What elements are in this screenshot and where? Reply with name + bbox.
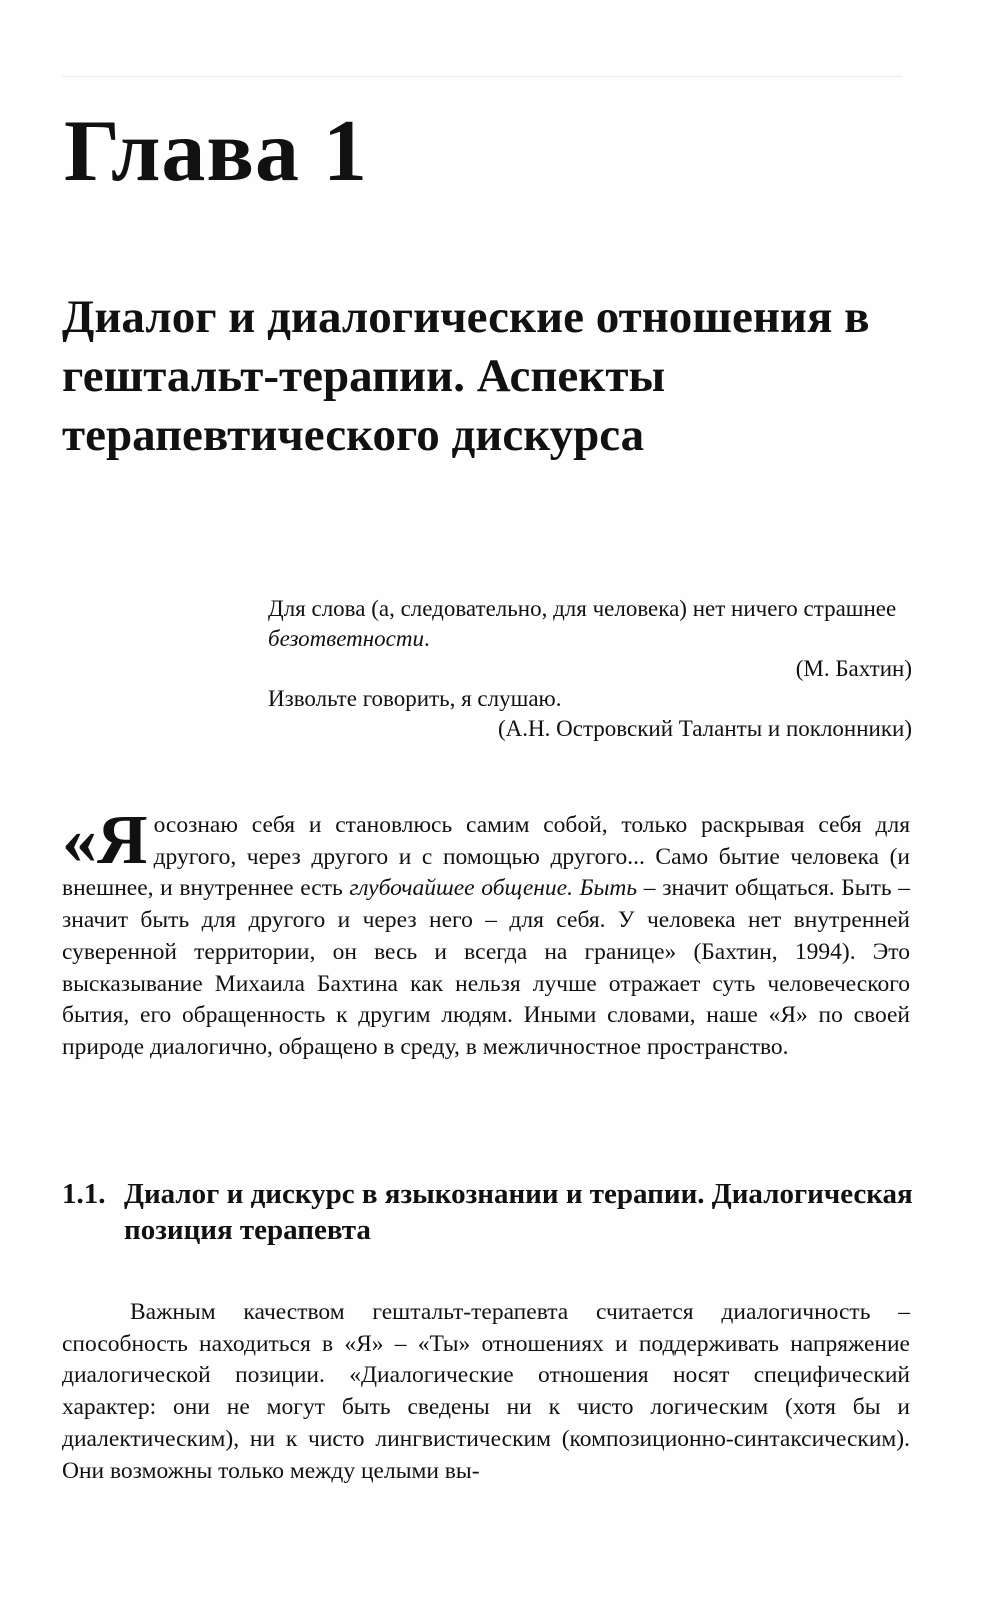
section-heading: [62, 1176, 922, 1248]
epigraph-quote-1: [268, 594, 912, 654]
open-quote: «: [62, 802, 97, 879]
chapter-title: Глава 1: [64, 103, 368, 200]
epigraph-block: [268, 594, 912, 744]
drop-cap: [62, 802, 148, 879]
intro-text-1: осознаю себя и становлюсь самим собой, только раскрывая себя для другого, через другого и с помощью другого... Само бытие человека (и внешнее, и внутреннее есть: [62, 812, 910, 902]
section-number: 1.1.: [62, 1178, 106, 1210]
intro-italic: глубочайшее общение. Быть: [349, 875, 638, 902]
epigraph-1-italic: безответности: [268, 626, 424, 651]
drop-cap-letter: Я: [97, 802, 148, 879]
section-title: Диалог и дискурс в языкознании и терапии. Диалогическая позиция терапевта: [124, 1178, 913, 1246]
epigraph-1-text: Для слова (а, следовательно, для человека) нет ничего страшнее: [268, 596, 897, 621]
epigraph-1-end: .: [423, 626, 430, 651]
chapter-subtitle: Диалог и диалогические отношения в гештальт-терапии. Аспекты терапевтического дискурса: [62, 291, 870, 461]
epigraph-quote-2: Извольте говорить, я слушаю.: [268, 686, 562, 711]
section-paragraph: Важным качеством гештальт-терапевта считается диалогичность – способность находиться в «Я» – «Ты» отношениях и поддерживать напряжение диалогической позиции. «Диалогические отношения носят специфический характер: они не могут быть сведены ни к чисто логическим (хотя бы и диалектическим), ни к чисто лингвистическим (композиционно-синтаксическим). Они возможны только между целыми вы-: [62, 1299, 910, 1484]
bleed-through-rule: [62, 76, 902, 77]
intro-paragraph: [62, 802, 910, 1064]
epigraph-author-1: (М. Бахтин): [795, 656, 912, 681]
epigraph-author-2: (А.Н. Островский Таланты и поклонники): [498, 716, 912, 741]
intro-text-2: – значит общаться. Быть – значит быть для другого и через него – для себя. У человека нет внутренней суверенной территории, он весь и всегда на границе» (Бахтин, 1994). Это высказывание Михаила Бахтина как нельзя лучше отражает суть человеческого бытия, его обращенность к другим людям. Иными словами, наше «Я» по своей природе диалогично, обращено в среду, в межличностное пространство.: [62, 875, 910, 1060]
